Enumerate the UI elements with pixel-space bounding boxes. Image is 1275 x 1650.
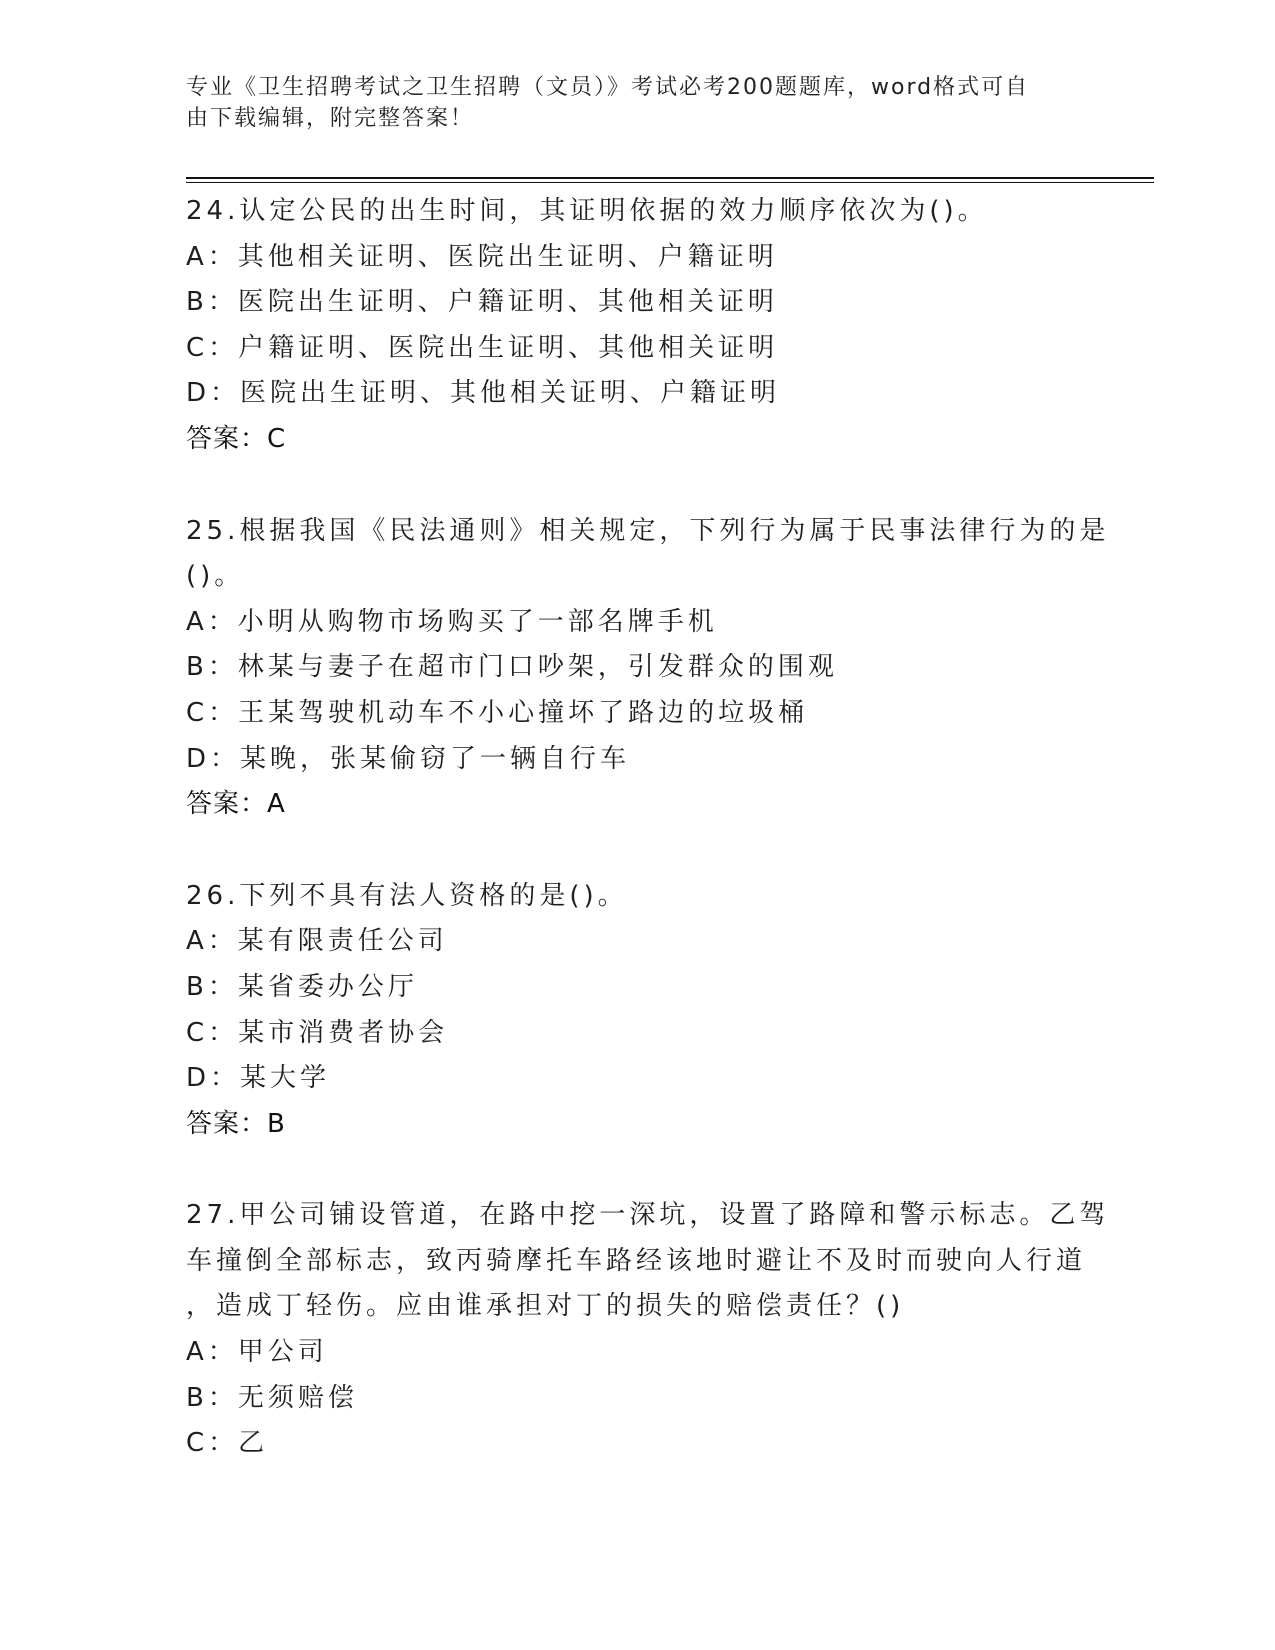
option-c: C：户籍证明、医院出生证明、其他相关证明 [186, 332, 779, 363]
answer: 答案：A [186, 789, 286, 820]
option-d: D：某大学 [186, 1063, 331, 1094]
question-stem-continued: ()。 [186, 561, 245, 592]
header-line-2: 由下载编辑，附完整答案！ [186, 106, 475, 131]
header-divider-thin [186, 182, 1154, 183]
option-c: C：王某驾驶机动车不小心撞坏了路边的垃圾桶 [186, 697, 809, 728]
option-b: B：林某与妻子在超市门口吵架，引发群众的围观 [186, 652, 838, 683]
question-block [186, 874, 1086, 1148]
answer: 答案：C [186, 423, 287, 454]
question-stem: 27.甲公司铺设管道，在路中挖一深坑，设置了路障和警示标志。乙驾 [186, 1200, 1110, 1231]
question-block [186, 189, 1086, 463]
option-b: B：某省委办公厅 [186, 971, 418, 1002]
header-line-1: 专业《卫生招聘考试之卫生招聘（文员）》考试必考200题题库，word格式可自 [186, 75, 1030, 100]
header-divider-thick [186, 177, 1154, 179]
option-c: C：乙 [186, 1428, 269, 1459]
question-block [186, 509, 1110, 828]
spacer [186, 1147, 1086, 1193]
question-stem: 25.根据我国《民法通则》相关规定，下列行为属于民事法律行为的是 [186, 515, 1110, 546]
question-stem-continued: 车撞倒全部标志，致丙骑摩托车路经该地时避让不及时而驶向人行道 [186, 1245, 1087, 1276]
option-a: A：甲公司 [186, 1337, 328, 1368]
option-d: D：医院出生证明、其他相关证明、户籍证明 [186, 378, 781, 409]
document-header [186, 72, 1076, 134]
option-d: D：某晚，张某偷窃了一辆自行车 [186, 743, 631, 774]
option-a: A：某有限责任公司 [186, 926, 448, 957]
answer: 答案：B [186, 1108, 286, 1139]
spacer [186, 463, 1086, 509]
option-b: B：无须赔偿 [186, 1382, 358, 1413]
option-a: A：其他相关证明、医院出生证明、户籍证明 [186, 241, 778, 272]
question-list [186, 189, 1110, 1467]
option-a: A：小明从购物市场购买了一部名牌手机 [186, 606, 718, 637]
question-stem: 26.下列不具有法人资格的是()。 [186, 880, 628, 911]
option-c: C：某市消费者协会 [186, 1017, 449, 1048]
question-stem: 24.认定公民的出生时间，其证明依据的效力顺序依次为()。 [186, 196, 988, 226]
question-stem-continued: ，造成丁轻伤。应由谁承担对丁的损失的赔偿责任？() [186, 1291, 905, 1322]
spacer [186, 828, 1086, 874]
option-b: B：医院出生证明、户籍证明、其他相关证明 [186, 287, 778, 318]
question-block [186, 1193, 1110, 1467]
